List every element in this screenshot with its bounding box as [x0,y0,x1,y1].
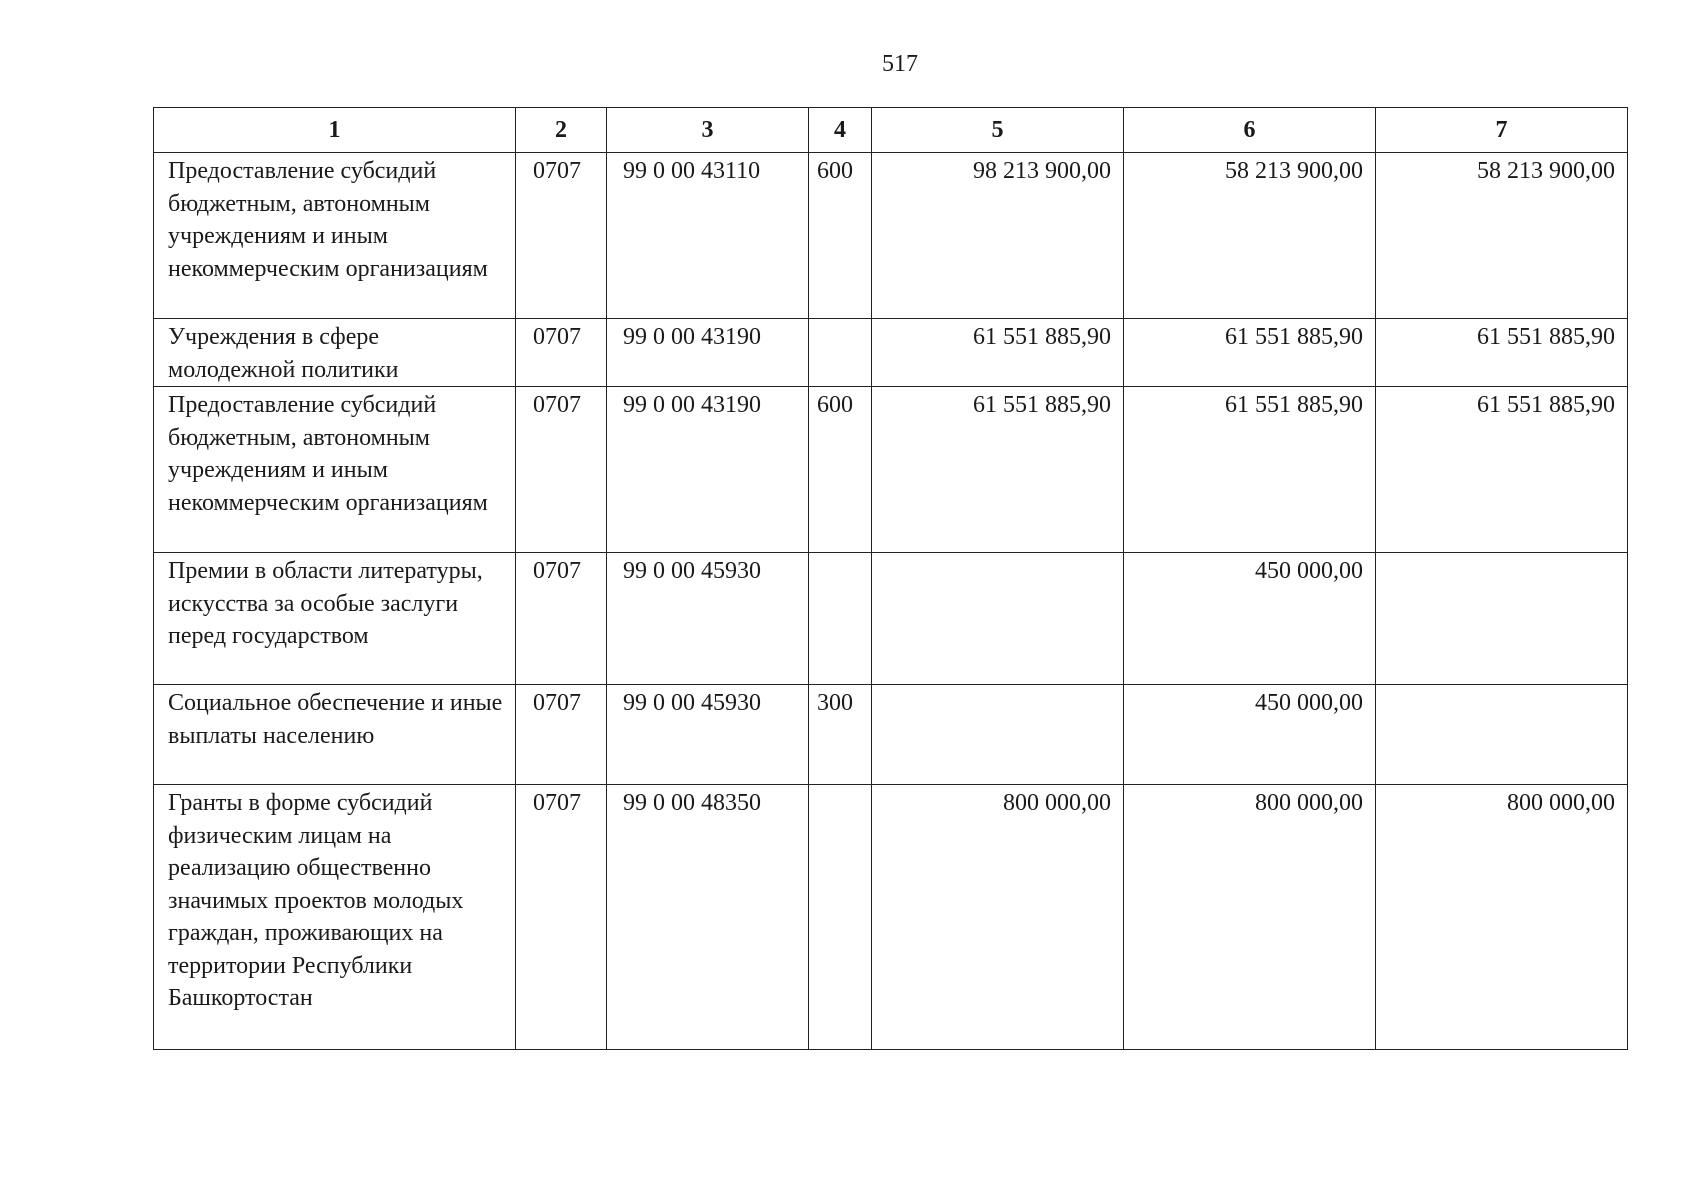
table-row [154,153,1628,319]
row-section-cell: 0707 [516,387,607,553]
row-code-cell: 99 0 00 45930 [607,553,809,685]
row-section-cell: 0707 [516,319,607,387]
row-section-cell: 0707 [516,153,607,319]
row-col6-cell: 450 000,00 [1124,553,1376,685]
row-col5-cell: 61 551 885,90 [872,319,1124,387]
row-col6-cell: 61 551 885,90 [1124,387,1376,553]
row-name-cell: Предоставление субсидий бюджетным, автономным учреждениям и иным некоммерческим организациям [154,153,516,319]
row-col7-cell: 800 000,00 [1376,785,1628,1050]
row-code-cell: 99 0 00 43190 [607,387,809,553]
budget-table [153,107,1628,1050]
header-cell: 5 [872,108,1124,153]
row-col5-cell [872,685,1124,785]
row-col5-cell: 98 213 900,00 [872,153,1124,319]
row-type-cell [809,553,872,685]
row-col7-cell: 61 551 885,90 [1376,319,1628,387]
row-name-cell: Премии в области литературы, искусства за особые заслуги перед государством [154,553,516,685]
row-section-cell: 0707 [516,685,607,785]
row-col6-cell: 58 213 900,00 [1124,153,1376,319]
row-col5-cell [872,553,1124,685]
table-row [154,785,1628,1050]
table-row [154,553,1628,685]
row-code-cell: 99 0 00 43110 [607,153,809,319]
header-cell: 2 [516,108,607,153]
row-code-cell: 99 0 00 43190 [607,319,809,387]
row-code-cell: 99 0 00 48350 [607,785,809,1050]
row-type-cell: 300 [809,685,872,785]
row-col7-cell [1376,553,1628,685]
row-name-cell: Предоставление субсидий бюджетным, автономным учреждениям и иным некоммерческим организациям [154,387,516,553]
table-row [154,685,1628,785]
header-cell: 1 [154,108,516,153]
row-col7-cell: 61 551 885,90 [1376,387,1628,553]
header-cell: 6 [1124,108,1376,153]
row-type-cell [809,319,872,387]
row-col7-cell [1376,685,1628,785]
row-col6-cell: 450 000,00 [1124,685,1376,785]
row-section-cell: 0707 [516,553,607,685]
row-col6-cell: 800 000,00 [1124,785,1376,1050]
header-cell: 7 [1376,108,1628,153]
row-type-cell [809,785,872,1050]
row-name-cell: Гранты в форме субсидий физическим лицам на реализацию общественно значимых проектов молодых граждан, проживающих на территории Республики Башкортостан [154,785,516,1050]
header-row [154,108,1628,153]
table-row [154,319,1628,387]
table-row [154,387,1628,553]
row-name-cell: Учреждения в сфере молодежной политики [154,319,516,387]
header-cell: 3 [607,108,809,153]
row-col7-cell: 58 213 900,00 [1376,153,1628,319]
row-name-cell: Социальное обеспечение и иные выплаты населению [154,685,516,785]
row-type-cell: 600 [809,387,872,553]
header-cell: 4 [809,108,872,153]
row-type-cell: 600 [809,153,872,319]
page-number: 517 [882,51,918,77]
row-col6-cell: 61 551 885,90 [1124,319,1376,387]
row-section-cell: 0707 [516,785,607,1050]
row-code-cell: 99 0 00 45930 [607,685,809,785]
row-col5-cell: 800 000,00 [872,785,1124,1050]
row-col5-cell: 61 551 885,90 [872,387,1124,553]
